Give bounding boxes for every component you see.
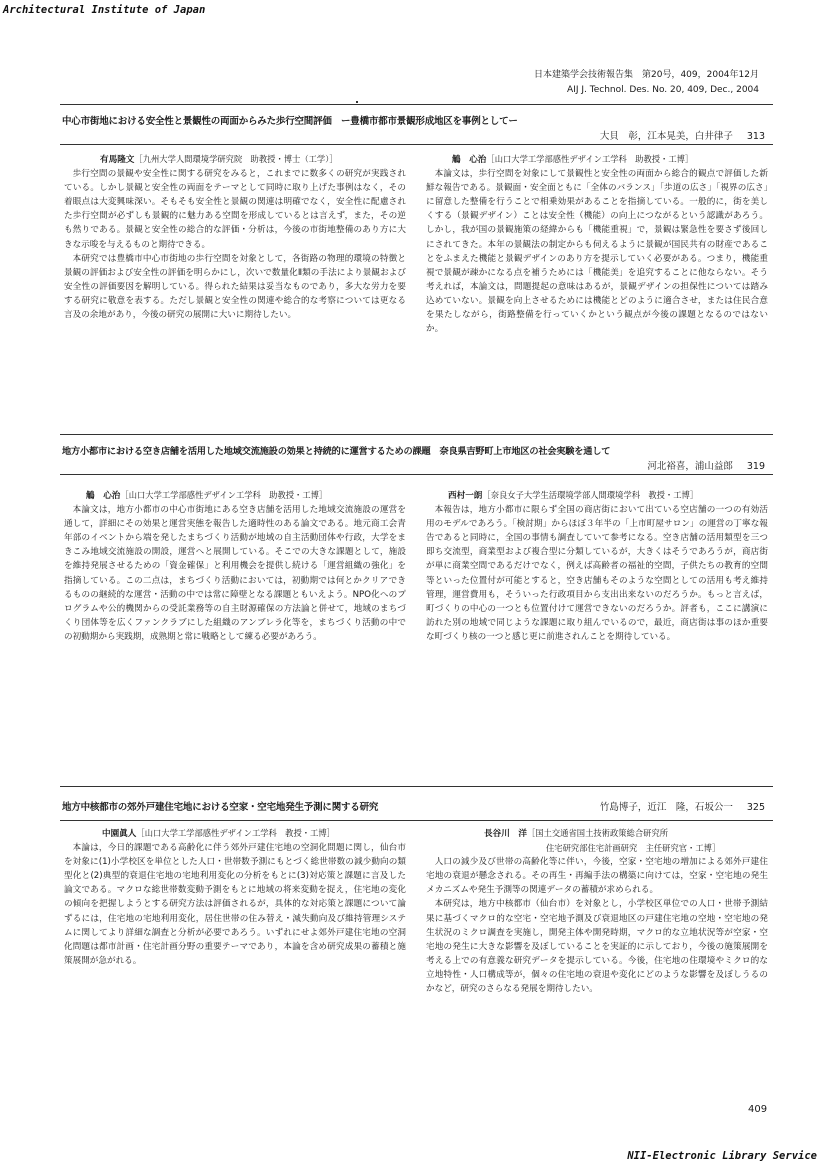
article-3-page: 325 [746, 802, 765, 813]
article-1-authors [600, 128, 765, 142]
review-2-2-name: 西村一朗 [448, 491, 483, 501]
review-1-2-name: 鵤 心治 [452, 155, 487, 165]
review-1-2-reviewer [426, 152, 768, 167]
review-3-2-reviewer [426, 826, 768, 841]
review-2-2 [426, 488, 768, 644]
review-3-1 [64, 826, 406, 968]
article-2-top-rule [60, 434, 773, 435]
review-3-1-paragraph-1: 本論は，今日的課題である高齢化に伴う郊外戸建住宅地の空洞化問題に関し，仙台市を対象に(1)小学校区を単位とした人口・世帯数予測にもとづく総世帯数の減少動向の類型化と(2)典型的衰退住宅地の宅地利用変化の分析をもとに(3)対応策と課題に言及した論文である。マクロな総世帯数変動予測をもとに地域の将来変動を捉え，住宅地の変化の傾向を把握しようとする研究方法は評価されるが，具体的な対応策と課題について論ずるには，住宅地の宅地利用変化，居住世帯の住み替え・減失動向及び維持管理システムに関してより詳細な調査と分析が必要であろう。いずれにせよ郊外戸建住宅地の空洞化問題は都市計画・住宅計画分野の重要テーマであり，本論を含め研究成果の蓄積と施策展開が急がれる。 [64, 843, 406, 966]
review-2-2-affiliation: ［奈良女子大学生活環境学部人間環境学科 教授・工博］ [482, 490, 699, 500]
header-dot [356, 101, 358, 103]
review-3-2 [426, 826, 768, 996]
article-1-title: 中心市街地における安全性と景観性の両面からみた歩行空間評価 ー豊橋市都市景観形成地区を事例としてー [62, 116, 518, 127]
review-3-2-affiliation-line-2: 住宅研究部住宅計画研究 主任研究官・工博］ [546, 843, 721, 854]
review-1-1-reviewer [64, 152, 406, 167]
article-2-page: 319 [746, 461, 765, 472]
review-2-1-reviewer [64, 488, 406, 503]
review-2-1 [64, 488, 406, 644]
review-3-2-paragraph-1: 人口の減少及び世帯の高齢化等に伴い，今後，空家・空宅地の増加による郊外戸建住宅地の衰退が懸念される。その再生・再編手法の構築に向けては，空家・空宅地の発生メカニズムや発生予測等の関連データの蓄積が求められる。 [426, 857, 768, 896]
review-1-2 [426, 152, 768, 336]
review-3-1-affiliation: ［山口大学工学部感性デザイン工学科 教授・工博］ [136, 828, 335, 838]
review-3-2-paragraph-2: 本研究は，地方中核都市（仙台市）を対象とし，小学校区単位での人口・世帯予測結果に基づくマクロ的な空宅・空宅地予測及び衰退地区の戸建住宅地の空地・空宅地の発生状況のミクロ調査を実施し，開発主体や開発時期，マクロ的な立地状況等が空家・空宅地の発生に大きな影響を及ぼしていることを実証的に示しており，今後の施策展開を考える上での有意義な研究データを提示している。今後，住宅地の住環境やミクロ的な立地特性・人口構成等が，個々の住宅地の衰退や変化にどのような影響を及ぼしうるのかなど，研究のさらなる発展を期待したい。 [426, 899, 768, 995]
article-3-title: 地方中核都市の郊外戸建住宅地における空家・空宅地発生予測に関する研究 [62, 802, 379, 813]
article-1-author-names: 大貝 彰，江本晃美，白井律子 [599, 131, 733, 142]
journal-citation-en: AIJ J. Technol. Des. No. 20, 409, Dec., 2004 [567, 85, 759, 95]
review-2-1-affiliation: ［山口大学工学部感性デザイン工学科 助教授・工博］ [120, 490, 328, 500]
journal-citation-jp: 日本建築学会技術報告集 第20号，409，2004年12月 [534, 70, 759, 80]
article-3-bottom-rule [60, 820, 773, 821]
page-number: 409 [748, 1104, 768, 1115]
review-1-1 [64, 152, 406, 322]
review-1-1-paragraph-1: 歩行空間の景観や安全性に関する研究をみると，これまでに数多くの研究が実践されている。しかし景観と安全性の両面をテーマとして同時に取り上げた事例はなく，その着眼点は大変興味深い。そもそも安全性と景観の関連は明確でなく，安全性に配慮された歩行空間が必ずしも景観的に魅力ある空間を形成しているとは言えず，また，その逆も然りである。景観と安全性の総合的な評価・分析は，今後の市街地整備のあり方に大きな示唆を与えるものと期待できる。 [64, 169, 406, 250]
article-1-top-rule [60, 104, 773, 105]
journal-citation [534, 68, 759, 98]
article-2 [60, 434, 773, 754]
review-3-1-name: 中園眞人 [102, 829, 137, 839]
article-2-authors [647, 458, 765, 472]
article-3-top-rule [60, 786, 773, 787]
article-3 [60, 786, 773, 1086]
article-3-authors [600, 799, 765, 813]
review-1-2-paragraph-1: 本論文は，歩行空間を対象にして景観性と安全性の両面から総合的観点で評価した新鮮な報告である。景観面・安全面ともに「全体のバランス」「歩道の広さ」「視界の広さ」に留意した整備を行うことで相乗効果があることを指摘している。一般的に，街を美しくする（景観デザイン）ことは安全性（機能）の向上につながるという認識があろう。しかし，我が国の景観施策の経緯からも「機能重視」で，景観は緊急性を要さず後回しにされてきた。本年の景観法の制定からも伺えるように景観が国民共有の財産であることをふまえた機能と景観デザインのあり方を提示していく必要がある。つまり，機能重視で景観が疎かになる点を補うためには「機能美」を追究することに他ならない。そう考えれば，本論文は，問題提起の意味はあるが，景観デザインの担保性については踏み込めていない。景観を向上させるためには機能とどのように適合させ，または住民合意を果たしながら，街路整備を行っていくかという観点が今後の課題となるのではないか。 [426, 169, 768, 335]
article-2-bottom-rule [60, 474, 773, 475]
article-2-title: 地方小都市における空き店舗を活用した地域交流施設の効果と持続的に運営するための課題 奈良県吉野町上市地区の社会実験を通して [62, 446, 611, 457]
watermark-top: Architectural Institute of Japan [3, 4, 206, 16]
review-1-1-name: 有馬隆文 [100, 155, 135, 165]
article-1-bottom-rule [60, 144, 773, 145]
article-1-page: 313 [746, 131, 765, 142]
watermark-bottom: NII-Electronic Library Service [627, 1150, 817, 1162]
review-2-2-reviewer [426, 488, 768, 503]
review-3-1-reviewer [64, 826, 406, 841]
review-2-2-paragraph-1: 本報告は，地方小都市に限らず全国の商店街において出ている空店舗の一つの有効活用のモデルであろう。「検討期」からほぼ３年半の「上市町屋サロン」の運営の丁寧な報告であると同時に，全国の事情も調査していて参考になる。空き店舗の活用類型を三つ即ち交流型，商業型および複合型に分類しているが，大きくはそうであろうが，商店街が単に商業空間であるだけでなく，例えば高齢者の福祉的空間，子供たちの教育的空間等といった位置付が可能とすると，空き店舗もそのような空間としての活用も考え維持管理，運営費用も，そういった行政項目から支出出来ないのだろうか。もっと言えば，町づくりの中心の一つとも位置付けて運営できないのだろうか。評者も，ここに講演に訪れた別の地域で同じような課題に取り組んでいるので，最近，商店街は事のほか重要な町づくり核の一つと感じ更に前進されんことを期待している。 [426, 505, 768, 642]
review-2-1-name: 鵤 心治 [86, 491, 121, 501]
article-2-author-names: 河北裕喜，浦山益郎 [647, 461, 733, 472]
article-3-author-names: 竹島博子，近江 隆，石坂公一 [599, 802, 733, 813]
review-3-2-affiliation: ［国土交通省国土技術政策総合研究所 [526, 828, 669, 838]
article-1 [60, 104, 773, 404]
review-1-1-paragraph-2: 本研究では豊橋市中心市街地の歩行空間を対象として，各街路の物理的環境の特徴と景観の評価および安全性の評価を明らかにし，次いで数量化Ⅱ類の手法により景観および安全性の評価要因を解明している。得られた結果は妥当なものであり，多大な労力を要する研究に敬意を表する。ただし景観と安全性の関連や総合的な考察については更なる言及の余地があり，今後の研究の展開に大いに期待したい。 [64, 253, 406, 321]
review-1-2-affiliation: ［山口大学工学部感性デザイン工学科 助教授・工博］ [486, 154, 694, 164]
review-2-1-paragraph-1: 本論文は，地方小都市の中心市街地にある空き店舗を活用した地域交流施設の運営を通して，詳細にその効果と運営実態を報告した適時性のある論文である。地元商工会青年部のイベントから端を発したまちづくり活動が地域の自主活動団体や行政，大学をまきこみ地域交流施設の開設，運営へと展開している。そこでの大きな課題として，施設を維持発展させるための「資金確保」と利用機会を提供し続ける「運営組織の強化」を指摘している。この二点は，まちづくり活動においては，初動期では何とかクリアできるものの継続的な運営・活動の中では常に障壁となる課題ともいえよう。NPO化へのプログラムや公的機関からの受託業務等の自主財源確保の方法論と併せて，地域のまちづくり団体等を広くファンクラブにした組織のアンブレラ化等を，まちづくり活動の中での初動期から実践期，成熟期と常に戦略として練る必要があろう。 [64, 505, 406, 642]
review-1-1-affiliation: ［九州大学人間環境学研究院 助教授・博士（工学）］ [134, 154, 338, 164]
review-3-2-name: 長谷川 洋 [484, 829, 527, 839]
